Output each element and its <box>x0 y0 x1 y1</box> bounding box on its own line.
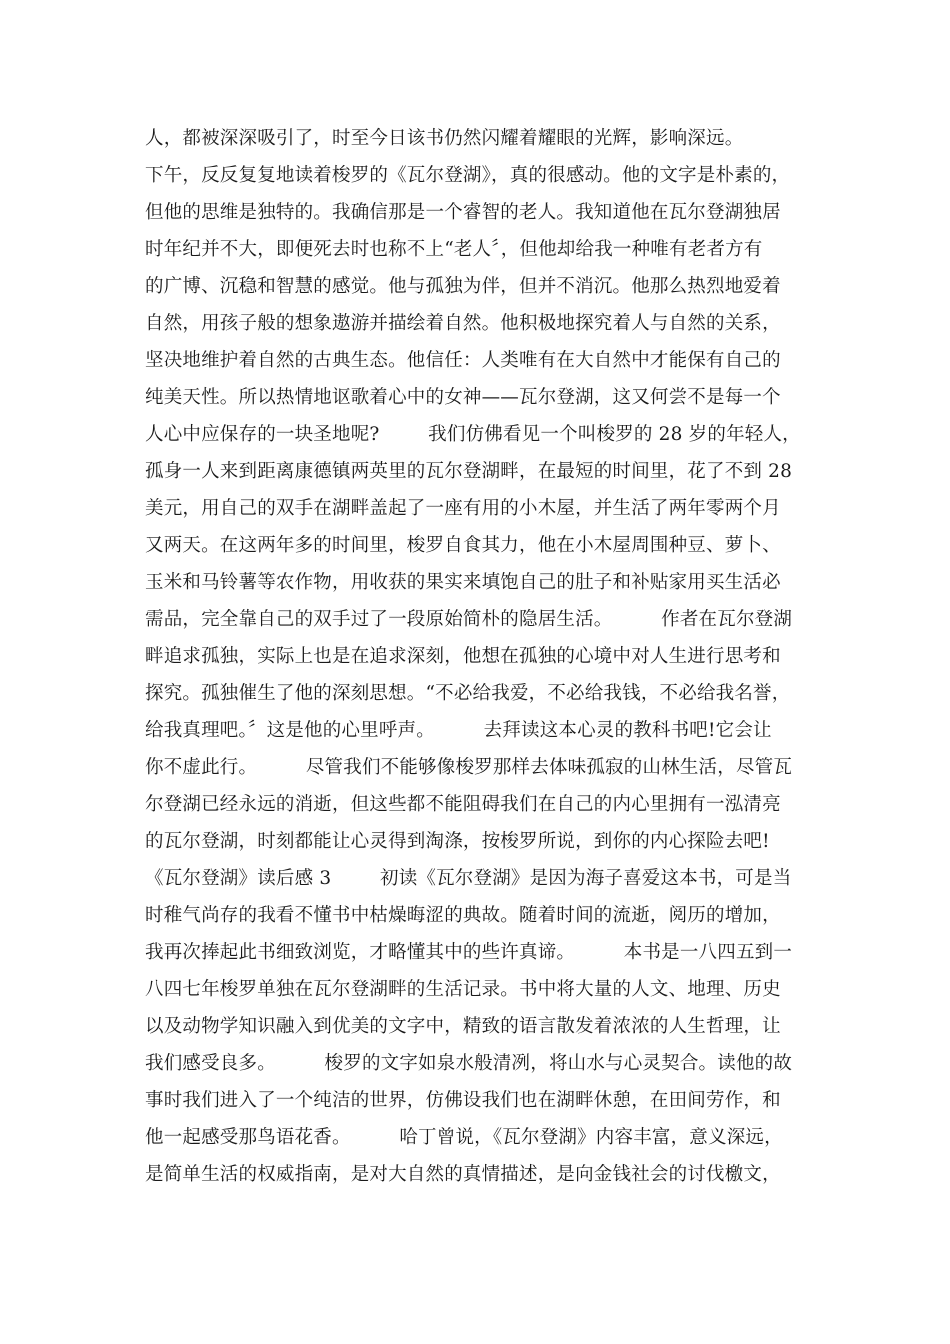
text-line: 是简单生活的权威指南，是对大自然的真情描述，是向金钱社会的讨伐檄文， <box>145 1164 781 1185</box>
text-line: 人，都被深深吸引了，时至今日该书仍然闪耀着耀眼的光辉，影响深远。 <box>145 128 744 149</box>
text-line: 孤身一人来到距离康德镇两英里的瓦尔登湖畔，在最短的时间里，花了不到 28 <box>145 461 793 482</box>
text-line: 玉米和马铃薯等农作物，用收获的果实来填饱自己的肚子和补贴家用买生活必 <box>145 572 781 593</box>
text-line: 尔登湖已经永远的消逝，但这些都不能阻碍我们在自己的内心里拥有一泓清亮 <box>145 794 781 815</box>
text-line: 自然，用孩子般的想象遨游并描绘着自然。他积极地探究着人与自然的关系， <box>145 313 781 334</box>
text-line: 人心中应保存的一块圣地呢? 我们仿佛看见一个叫梭罗的 28 岁的年轻人， <box>145 424 801 445</box>
text-line: 时稚气尚存的我看不懂书中枯燥晦涩的典故。随着时间的流逝，阅历的增加， <box>145 905 781 926</box>
text-line: 坚决地维护着自然的古典生态。他信任：人类唯有在大自然中才能保有自己的 <box>145 350 781 371</box>
text-line: 我再次捧起此书细致浏览，才略懂其中的些许真谛。 本书是一八四五到一 <box>145 942 793 963</box>
text-line: 八四七年梭罗单独在瓦尔登湖畔的生活记录。书中将大量的人文、地理、历史 <box>145 979 781 1000</box>
text-line: 又两天。在这两年多的时间里，梭罗自食其力，他在小木屋周围种豆、萝卜、 <box>145 535 781 556</box>
text-line: 时年纪并不大，即便死去时也称不上“老人〞，但他却给我一种唯有老者方有 <box>145 239 763 260</box>
text-line: 《瓦尔登湖》读后感 3 初读《瓦尔登湖》是因为海子喜爱这本书，可是当 <box>145 868 792 889</box>
text-line: 的瓦尔登湖，时刻都能让心灵得到淘涤，按梭罗所说，到你的内心探险去吧! <box>145 831 770 852</box>
text-line: 事时我们进入了一个纯洁的世界，仿佛设我们也在湖畔休憩，在田间劳作，和 <box>145 1090 781 1111</box>
text-line: 但他的思维是独特的。我确信那是一个睿智的老人。我知道他在瓦尔登湖独居 <box>145 202 781 223</box>
text-line: 给我真理吧。〞这是他的心里呼声。 去拜读这本心灵的教科书吧!它会让 <box>145 720 772 741</box>
text-line: 以及动物学知识融入到优美的文字中，精致的语言散发着浓浓的人生哲理，让 <box>145 1016 781 1037</box>
body-text <box>145 120 825 1193</box>
text-line: 下午，反反复复地读着梭罗的《瓦尔登湖》，真的很感动。他的文字是朴素的， <box>145 165 791 186</box>
text-line: 他一起感受那鸟语花香。 哈丁曾说，《瓦尔登湖》内容丰富，意义深远， <box>145 1127 783 1148</box>
text-line: 需品，完全靠自己的双手过了一段原始简朴的隐居生活。 作者在瓦尔登湖 <box>145 609 793 630</box>
text-line: 美元，用自己的双手在湖畔盖起了一座有用的小木屋，并生活了两年零两个月 <box>145 498 781 519</box>
text-line: 畔追求孤独，实际上也是在追求深刻，他想在孤独的心境中对人生进行思考和 <box>145 646 781 667</box>
text-line: 探究。孤独催生了他的深刻思想。“不必给我爱，不必给我钱，不必给我名誉， <box>145 683 791 704</box>
text-line: 我们感受良多。 梭罗的文字如泉水般清冽，将山水与心灵契合。读他的故 <box>145 1053 793 1074</box>
text-line: 纯美天性。所以热情地讴歌着心中的女神——瓦尔登湖，这又何尝不是每一个 <box>145 387 781 408</box>
text-line: 的广博、沉稳和智慧的感觉。他与孤独为伴，但并不消沉。他那么热烈地爱着 <box>145 276 781 297</box>
text-line: 你不虚此行。 尽管我们不能够像梭罗那样去体味孤寂的山林生活，尽管瓦 <box>145 757 793 778</box>
